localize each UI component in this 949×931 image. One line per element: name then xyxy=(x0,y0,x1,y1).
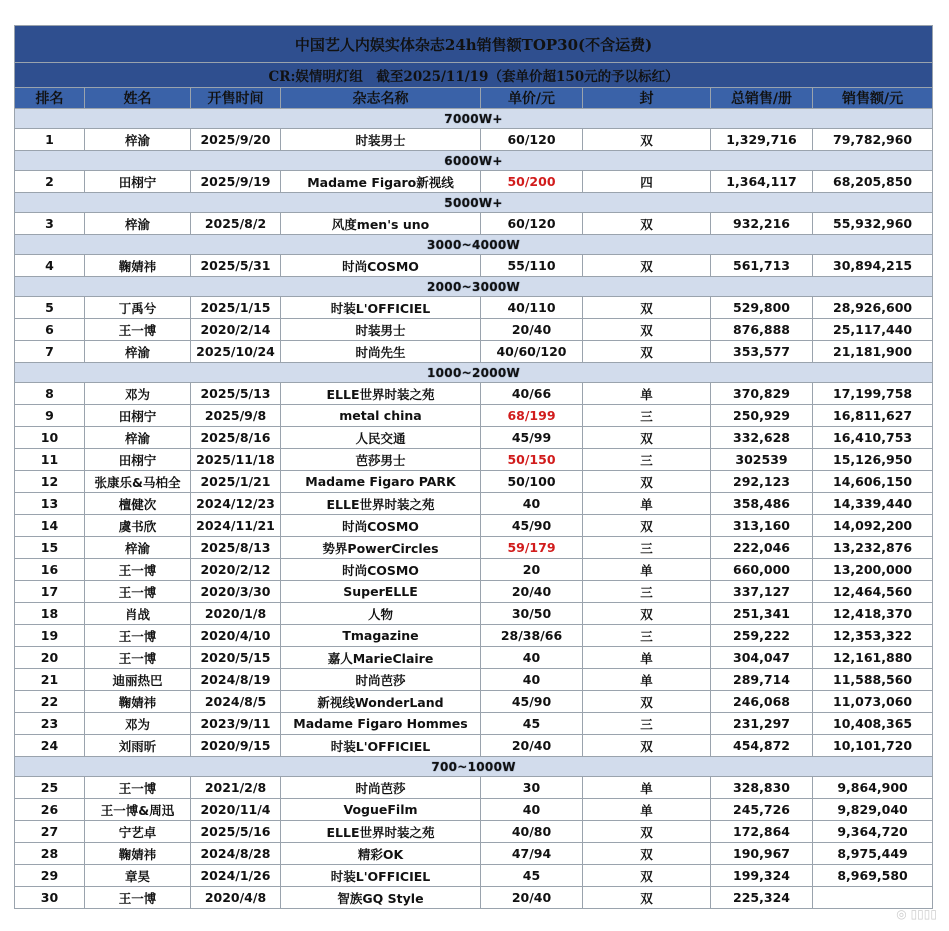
cell-rank: 1 xyxy=(15,129,85,151)
table-row xyxy=(15,383,933,405)
cell-copies: 313,160 xyxy=(711,515,813,537)
cell-revenue: 12,353,322 xyxy=(813,625,933,647)
cell-date: 2020/2/14 xyxy=(191,319,281,341)
cell-copies: 561,713 xyxy=(711,255,813,277)
cell-price: 45 xyxy=(481,713,583,735)
cell-cover: 双 xyxy=(583,471,711,493)
cell-date: 2025/1/21 xyxy=(191,471,281,493)
cell-rank: 11 xyxy=(15,449,85,471)
cell-magazine: 新视线WonderLand xyxy=(281,691,481,713)
band-label: 5000W+ xyxy=(15,193,933,213)
cell-revenue: 11,073,060 xyxy=(813,691,933,713)
cell-name: 王一博 xyxy=(85,625,191,647)
cell-name: 丁禹兮 xyxy=(85,297,191,319)
cell-revenue: 55,932,960 xyxy=(813,213,933,235)
cell-copies: 1,364,117 xyxy=(711,171,813,193)
cell-magazine: 时装L'OFFICIEL xyxy=(281,297,481,319)
cell-copies: 1,329,716 xyxy=(711,129,813,151)
cell-copies: 876,888 xyxy=(711,319,813,341)
band-label: 7000W+ xyxy=(15,109,933,129)
cell-magazine: 芭莎男士 xyxy=(281,449,481,471)
cell-name: 刘雨昕 xyxy=(85,735,191,757)
cell-name: 王一博 xyxy=(85,777,191,799)
cell-magazine: 时装男士 xyxy=(281,129,481,151)
cell-price: 40 xyxy=(481,799,583,821)
cell-rank: 10 xyxy=(15,427,85,449)
table-row xyxy=(15,129,933,151)
band-label: 2000~3000W xyxy=(15,277,933,297)
cell-name: 鞠婧祎 xyxy=(85,843,191,865)
cell-cover: 双 xyxy=(583,341,711,363)
cell-price: 40 xyxy=(481,493,583,515)
cell-price: 40/80 xyxy=(481,821,583,843)
cell-name: 王一博 xyxy=(85,559,191,581)
cell-date: 2020/4/10 xyxy=(191,625,281,647)
col-magazine: 杂志名称 xyxy=(281,88,481,109)
cell-price: 40/66 xyxy=(481,383,583,405)
table-row xyxy=(15,843,933,865)
cell-price: 20/40 xyxy=(481,581,583,603)
cell-rank: 23 xyxy=(15,713,85,735)
cell-magazine: 时尚COSMO xyxy=(281,515,481,537)
cell-rank: 29 xyxy=(15,865,85,887)
cell-price: 40/60/120 xyxy=(481,341,583,363)
cell-copies: 190,967 xyxy=(711,843,813,865)
cell-cover: 三 xyxy=(583,537,711,559)
cell-rank: 15 xyxy=(15,537,85,559)
cell-cover: 三 xyxy=(583,625,711,647)
cell-magazine: 时装L'OFFICIEL xyxy=(281,735,481,757)
cell-date: 2025/10/24 xyxy=(191,341,281,363)
cell-date: 2025/11/18 xyxy=(191,449,281,471)
cell-revenue: 21,181,900 xyxy=(813,341,933,363)
cell-revenue: 13,232,876 xyxy=(813,537,933,559)
cell-cover: 双 xyxy=(583,319,711,341)
cell-price: 50/200 xyxy=(481,171,583,193)
cell-copies: 231,297 xyxy=(711,713,813,735)
band-label: 6000W+ xyxy=(15,151,933,171)
cell-date: 2025/8/16 xyxy=(191,427,281,449)
header-row xyxy=(15,88,933,109)
table-row xyxy=(15,171,933,193)
cell-rank: 17 xyxy=(15,581,85,603)
cell-price: 40/110 xyxy=(481,297,583,319)
cell-copies: 932,216 xyxy=(711,213,813,235)
cell-price: 20 xyxy=(481,559,583,581)
cell-name: 梓渝 xyxy=(85,537,191,559)
cell-price: 20/40 xyxy=(481,319,583,341)
cell-copies: 337,127 xyxy=(711,581,813,603)
cell-revenue: 14,092,200 xyxy=(813,515,933,537)
cell-name: 檀健次 xyxy=(85,493,191,515)
subtitle-row xyxy=(15,63,933,88)
table-row xyxy=(15,471,933,493)
cell-name: 宁艺卓 xyxy=(85,821,191,843)
band-label: 700~1000W xyxy=(15,757,933,777)
cell-magazine: Madame Figaro PARK xyxy=(281,471,481,493)
cell-cover: 双 xyxy=(583,129,711,151)
cell-copies: 250,929 xyxy=(711,405,813,427)
cell-cover: 单 xyxy=(583,669,711,691)
cell-date: 2020/11/4 xyxy=(191,799,281,821)
cell-price: 45/90 xyxy=(481,515,583,537)
cell-magazine: 势界PowerCircles xyxy=(281,537,481,559)
cell-cover: 双 xyxy=(583,735,711,757)
cell-cover: 双 xyxy=(583,515,711,537)
cell-rank: 26 xyxy=(15,799,85,821)
cell-revenue: 14,606,150 xyxy=(813,471,933,493)
cell-revenue: 14,339,440 xyxy=(813,493,933,515)
cell-name: 邓为 xyxy=(85,383,191,405)
cell-rank: 30 xyxy=(15,887,85,909)
cell-revenue: 16,811,627 xyxy=(813,405,933,427)
table-row xyxy=(15,777,933,799)
cell-date: 2020/5/15 xyxy=(191,647,281,669)
table-subtitle: CR:娱情明灯组 截至2025/11/19（套单价超150元的予以标红） xyxy=(15,63,933,88)
cell-cover: 单 xyxy=(583,493,711,515)
cell-magazine: ELLE世界时装之苑 xyxy=(281,383,481,405)
cell-cover: 单 xyxy=(583,777,711,799)
cell-cover: 单 xyxy=(583,647,711,669)
cell-copies: 358,486 xyxy=(711,493,813,515)
table-row xyxy=(15,713,933,735)
cell-price: 30/50 xyxy=(481,603,583,625)
table-row xyxy=(15,493,933,515)
cell-price: 28/38/66 xyxy=(481,625,583,647)
table-row xyxy=(15,213,933,235)
cell-copies: 304,047 xyxy=(711,647,813,669)
sales-table xyxy=(14,25,933,909)
band-label: 3000~4000W xyxy=(15,235,933,255)
cell-cover: 三 xyxy=(583,405,711,427)
cell-price: 47/94 xyxy=(481,843,583,865)
cell-magazine: 人民交通 xyxy=(281,427,481,449)
cell-name: 梓渝 xyxy=(85,341,191,363)
cell-copies: 454,872 xyxy=(711,735,813,757)
cell-revenue: 12,161,880 xyxy=(813,647,933,669)
table-row xyxy=(15,297,933,319)
cell-name: 迪丽热巴 xyxy=(85,669,191,691)
cell-revenue: 11,588,560 xyxy=(813,669,933,691)
cell-copies: 172,864 xyxy=(711,821,813,843)
band-row xyxy=(15,109,933,129)
cell-cover: 单 xyxy=(583,799,711,821)
cell-revenue: 10,101,720 xyxy=(813,735,933,757)
col-price: 单价/元 xyxy=(481,88,583,109)
cell-price: 59/179 xyxy=(481,537,583,559)
cell-date: 2020/3/30 xyxy=(191,581,281,603)
cell-revenue: 28,926,600 xyxy=(813,297,933,319)
table-row xyxy=(15,669,933,691)
cell-magazine: 时尚COSMO xyxy=(281,559,481,581)
table-row xyxy=(15,427,933,449)
cell-rank: 25 xyxy=(15,777,85,799)
cell-date: 2024/12/23 xyxy=(191,493,281,515)
cell-price: 20/40 xyxy=(481,735,583,757)
cell-rank: 21 xyxy=(15,669,85,691)
cell-revenue: 9,364,720 xyxy=(813,821,933,843)
watermark-icon: ◎ ▯▯▯▯ xyxy=(896,907,937,921)
table-row xyxy=(15,515,933,537)
cell-copies: 289,714 xyxy=(711,669,813,691)
cell-copies: 353,577 xyxy=(711,341,813,363)
cell-name: 王一博 xyxy=(85,581,191,603)
col-date: 开售时间 xyxy=(191,88,281,109)
band-row xyxy=(15,757,933,777)
band-label: 1000~2000W xyxy=(15,363,933,383)
cell-date: 2024/8/19 xyxy=(191,669,281,691)
cell-rank: 24 xyxy=(15,735,85,757)
cell-magazine: 智族GQ Style xyxy=(281,887,481,909)
table-row xyxy=(15,647,933,669)
cell-date: 2025/5/31 xyxy=(191,255,281,277)
cell-name: 王一博&周迅 xyxy=(85,799,191,821)
table-row xyxy=(15,319,933,341)
cell-copies: 245,726 xyxy=(711,799,813,821)
cell-rank: 7 xyxy=(15,341,85,363)
band-row xyxy=(15,363,933,383)
cell-magazine: 时尚先生 xyxy=(281,341,481,363)
cell-name: 张康乐&马柏全 xyxy=(85,471,191,493)
cell-copies: 251,341 xyxy=(711,603,813,625)
cell-date: 2025/5/16 xyxy=(191,821,281,843)
cell-date: 2025/8/2 xyxy=(191,213,281,235)
cell-name: 鞠婧祎 xyxy=(85,691,191,713)
cell-price: 68/199 xyxy=(481,405,583,427)
cell-magazine: 时装L'OFFICIEL xyxy=(281,865,481,887)
cell-revenue: 79,782,960 xyxy=(813,129,933,151)
cell-date: 2024/11/21 xyxy=(191,515,281,537)
cell-rank: 18 xyxy=(15,603,85,625)
cell-rank: 9 xyxy=(15,405,85,427)
cell-date: 2024/1/26 xyxy=(191,865,281,887)
cell-copies: 660,000 xyxy=(711,559,813,581)
cell-date: 2025/9/8 xyxy=(191,405,281,427)
cell-price: 55/110 xyxy=(481,255,583,277)
cell-magazine: 嘉人MarieClaire xyxy=(281,647,481,669)
table-row xyxy=(15,537,933,559)
cell-magazine: metal china xyxy=(281,405,481,427)
cell-cover: 双 xyxy=(583,887,711,909)
table-row xyxy=(15,799,933,821)
cell-magazine: 风度men's uno xyxy=(281,213,481,235)
table-row xyxy=(15,255,933,277)
cell-name: 王一博 xyxy=(85,647,191,669)
cell-rank: 27 xyxy=(15,821,85,843)
cell-rank: 22 xyxy=(15,691,85,713)
band-row xyxy=(15,277,933,297)
cell-cover: 双 xyxy=(583,843,711,865)
col-name: 姓名 xyxy=(85,88,191,109)
col-cover: 封 xyxy=(583,88,711,109)
cell-name: 田栩宁 xyxy=(85,171,191,193)
table-row xyxy=(15,821,933,843)
cell-revenue xyxy=(813,887,933,909)
band-row xyxy=(15,235,933,255)
table-row xyxy=(15,449,933,471)
cell-cover: 双 xyxy=(583,297,711,319)
col-revenue: 销售额/元 xyxy=(813,88,933,109)
cell-revenue: 25,117,440 xyxy=(813,319,933,341)
cell-copies: 292,123 xyxy=(711,471,813,493)
cell-rank: 12 xyxy=(15,471,85,493)
cell-copies: 302539 xyxy=(711,449,813,471)
table-title: 中国艺人内娱实体杂志24h销售额TOP30(不含运费) xyxy=(15,26,933,63)
cell-price: 20/40 xyxy=(481,887,583,909)
table-row xyxy=(15,625,933,647)
table-row xyxy=(15,887,933,909)
cell-magazine: SuperELLE xyxy=(281,581,481,603)
cell-revenue: 15,126,950 xyxy=(813,449,933,471)
cell-date: 2025/8/13 xyxy=(191,537,281,559)
cell-cover: 双 xyxy=(583,427,711,449)
cell-date: 2023/9/11 xyxy=(191,713,281,735)
cell-date: 2025/5/13 xyxy=(191,383,281,405)
cell-copies: 199,324 xyxy=(711,865,813,887)
cell-cover: 三 xyxy=(583,449,711,471)
cell-date: 2025/9/20 xyxy=(191,129,281,151)
cell-date: 2021/2/8 xyxy=(191,777,281,799)
cell-revenue: 10,408,365 xyxy=(813,713,933,735)
cell-magazine: Tmagazine xyxy=(281,625,481,647)
cell-magazine: Madame Figaro Hommes xyxy=(281,713,481,735)
cell-name: 肖战 xyxy=(85,603,191,625)
cell-copies: 225,324 xyxy=(711,887,813,909)
cell-magazine: ELLE世界时装之苑 xyxy=(281,493,481,515)
table-row xyxy=(15,735,933,757)
cell-magazine: 时尚芭莎 xyxy=(281,777,481,799)
cell-rank: 14 xyxy=(15,515,85,537)
cell-price: 45 xyxy=(481,865,583,887)
cell-rank: 3 xyxy=(15,213,85,235)
cell-rank: 8 xyxy=(15,383,85,405)
col-copies: 总销售/册 xyxy=(711,88,813,109)
cell-name: 梓渝 xyxy=(85,129,191,151)
band-row xyxy=(15,151,933,171)
table-row xyxy=(15,341,933,363)
band-row xyxy=(15,193,933,213)
table-row xyxy=(15,865,933,887)
cell-revenue: 17,199,758 xyxy=(813,383,933,405)
cell-price: 30 xyxy=(481,777,583,799)
cell-revenue: 13,200,000 xyxy=(813,559,933,581)
cell-rank: 28 xyxy=(15,843,85,865)
cell-cover: 三 xyxy=(583,713,711,735)
table-row xyxy=(15,405,933,427)
cell-rank: 16 xyxy=(15,559,85,581)
cell-revenue: 9,864,900 xyxy=(813,777,933,799)
cell-magazine: 时尚芭莎 xyxy=(281,669,481,691)
cell-magazine: VogueFilm xyxy=(281,799,481,821)
cell-magazine: 人物 xyxy=(281,603,481,625)
table-row xyxy=(15,691,933,713)
cell-cover: 双 xyxy=(583,255,711,277)
cell-name: 梓渝 xyxy=(85,427,191,449)
cell-rank: 5 xyxy=(15,297,85,319)
cell-magazine: ELLE世界时装之苑 xyxy=(281,821,481,843)
cell-price: 45/99 xyxy=(481,427,583,449)
cell-name: 鞠婧祎 xyxy=(85,255,191,277)
cell-revenue: 8,969,580 xyxy=(813,865,933,887)
cell-revenue: 16,410,753 xyxy=(813,427,933,449)
cell-price: 60/120 xyxy=(481,129,583,151)
cell-copies: 370,829 xyxy=(711,383,813,405)
title-row xyxy=(15,26,933,63)
cell-rank: 2 xyxy=(15,171,85,193)
cell-revenue: 12,464,560 xyxy=(813,581,933,603)
cell-date: 2020/4/8 xyxy=(191,887,281,909)
cell-cover: 双 xyxy=(583,691,711,713)
cell-cover: 双 xyxy=(583,865,711,887)
cell-magazine: Madame Figaro新视线 xyxy=(281,171,481,193)
cell-rank: 20 xyxy=(15,647,85,669)
cell-price: 40 xyxy=(481,669,583,691)
cell-revenue: 68,205,850 xyxy=(813,171,933,193)
cell-cover: 单 xyxy=(583,559,711,581)
cell-magazine: 时装男士 xyxy=(281,319,481,341)
cell-price: 50/150 xyxy=(481,449,583,471)
cell-cover: 双 xyxy=(583,821,711,843)
cell-copies: 328,830 xyxy=(711,777,813,799)
cell-name: 王一博 xyxy=(85,887,191,909)
cell-revenue: 12,418,370 xyxy=(813,603,933,625)
cell-cover: 四 xyxy=(583,171,711,193)
cell-copies: 246,068 xyxy=(711,691,813,713)
cell-rank: 4 xyxy=(15,255,85,277)
cell-date: 2024/8/28 xyxy=(191,843,281,865)
table-row xyxy=(15,603,933,625)
cell-revenue: 9,829,040 xyxy=(813,799,933,821)
cell-name: 章昊 xyxy=(85,865,191,887)
cell-name: 田栩宁 xyxy=(85,405,191,427)
cell-price: 40 xyxy=(481,647,583,669)
cell-revenue: 8,975,449 xyxy=(813,843,933,865)
cell-name: 梓渝 xyxy=(85,213,191,235)
cell-price: 45/90 xyxy=(481,691,583,713)
cell-magazine: 时尚COSMO xyxy=(281,255,481,277)
col-rank: 排名 xyxy=(15,88,85,109)
cell-name: 邓为 xyxy=(85,713,191,735)
cell-rank: 13 xyxy=(15,493,85,515)
table-row xyxy=(15,581,933,603)
cell-rank: 19 xyxy=(15,625,85,647)
cell-cover: 三 xyxy=(583,581,711,603)
cell-date: 2020/1/8 xyxy=(191,603,281,625)
cell-name: 虞书欣 xyxy=(85,515,191,537)
cell-date: 2025/1/15 xyxy=(191,297,281,319)
cell-magazine: 精彩OK xyxy=(281,843,481,865)
cell-name: 王一博 xyxy=(85,319,191,341)
cell-cover: 单 xyxy=(583,383,711,405)
cell-rank: 6 xyxy=(15,319,85,341)
cell-revenue: 30,894,215 xyxy=(813,255,933,277)
cell-date: 2025/9/19 xyxy=(191,171,281,193)
cell-price: 50/100 xyxy=(481,471,583,493)
cell-name: 田栩宁 xyxy=(85,449,191,471)
cell-copies: 259,222 xyxy=(711,625,813,647)
cell-date: 2020/2/12 xyxy=(191,559,281,581)
cell-copies: 332,628 xyxy=(711,427,813,449)
table-row xyxy=(15,559,933,581)
cell-copies: 222,046 xyxy=(711,537,813,559)
cell-date: 2020/9/15 xyxy=(191,735,281,757)
cell-date: 2024/8/5 xyxy=(191,691,281,713)
cell-price: 60/120 xyxy=(481,213,583,235)
cell-cover: 双 xyxy=(583,213,711,235)
cell-cover: 双 xyxy=(583,603,711,625)
cell-copies: 529,800 xyxy=(711,297,813,319)
